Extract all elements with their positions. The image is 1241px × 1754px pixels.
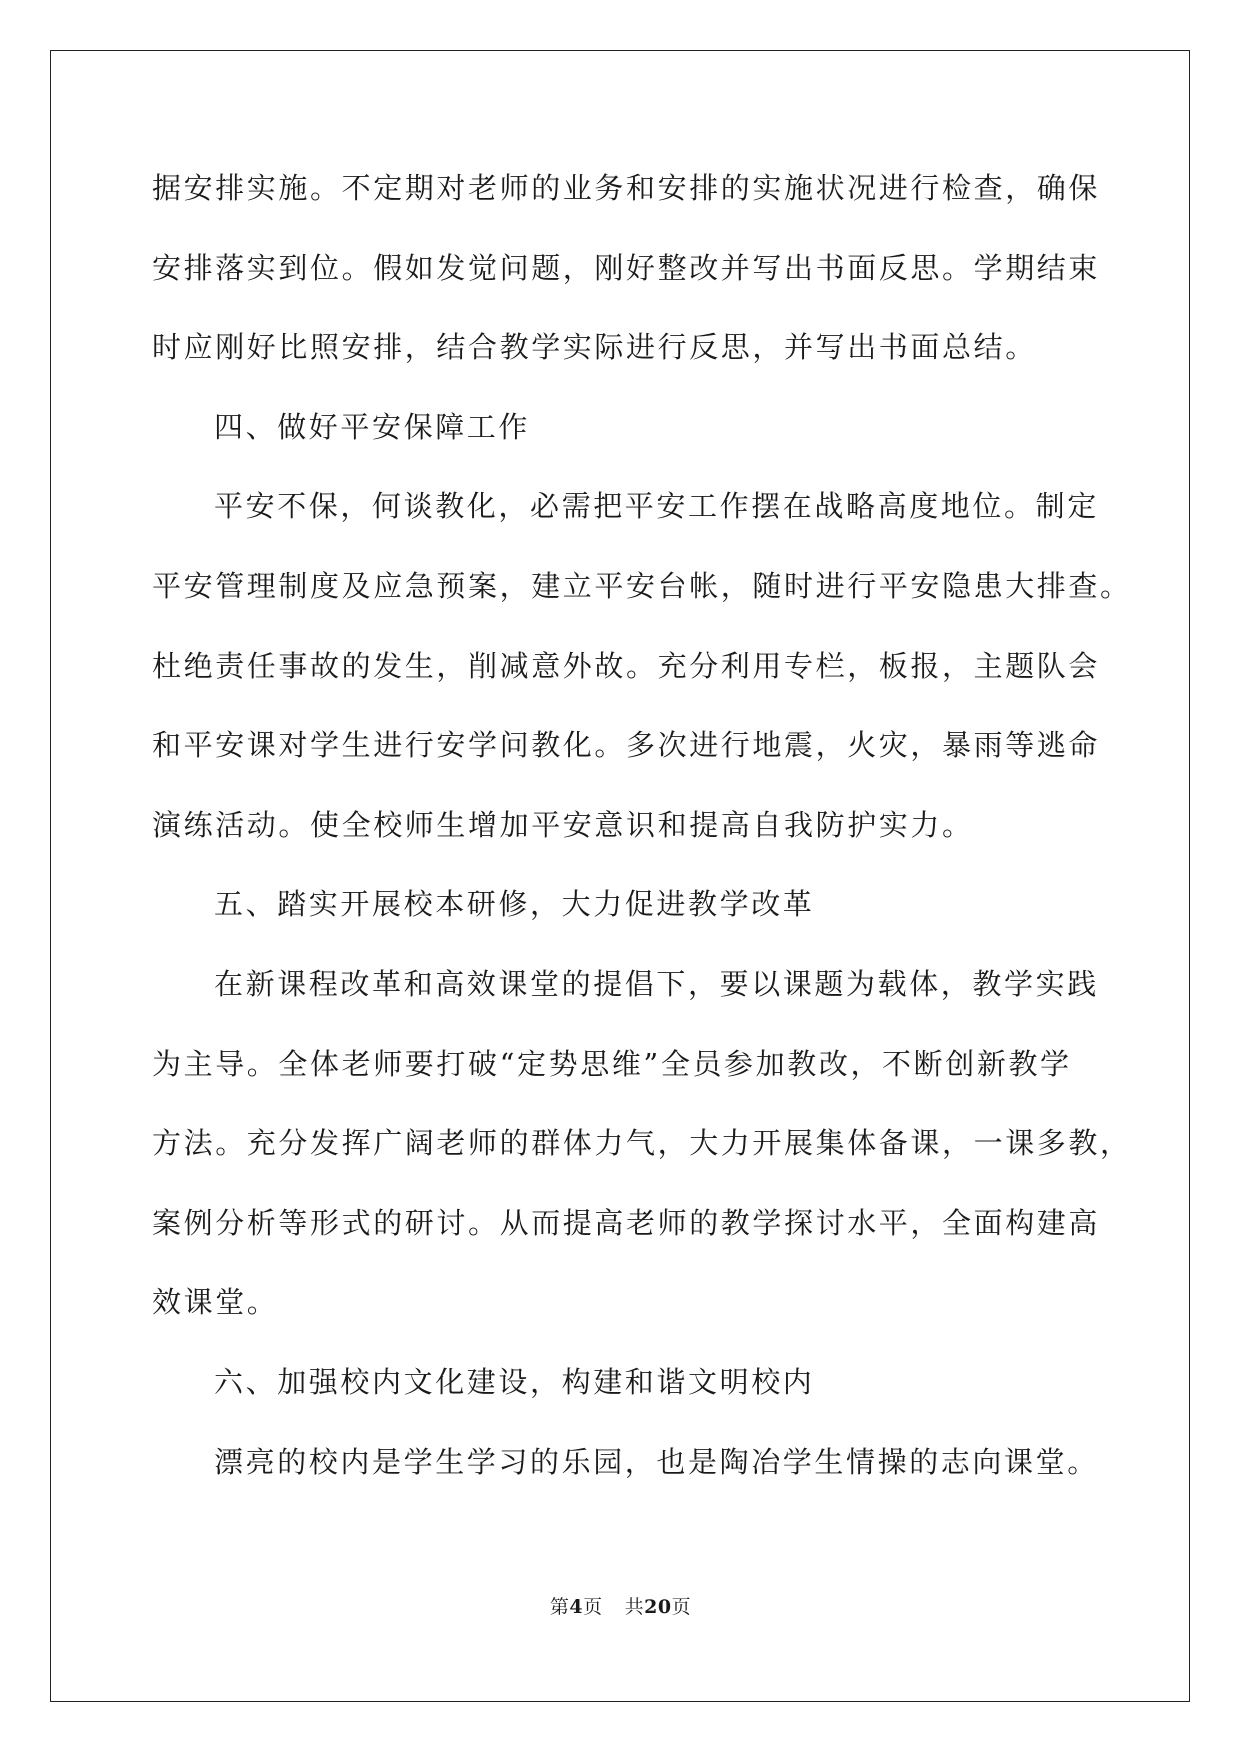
body-line: 在新课程改革和高效课堂的提倡下，要以课题为载体，教学实践: [214, 966, 1099, 1001]
total-suffix: 页: [671, 1596, 692, 1618]
body-line: 方法。充分发挥广阔老师的群体力气，大力开展集体备课，一课多教，: [152, 1126, 1132, 1161]
body-line: 杜绝责任事故的发生，削减意外故。充分利用专栏，板报，主题队会: [152, 648, 1101, 683]
body-line: 平安不保，何谈教化，必需把平安工作摆在战略高度地位。制定: [214, 489, 1099, 524]
body-line: 平安管理制度及应急预案，建立平安台帐，随时进行平安隐患大排查。: [152, 568, 1132, 603]
body-line: 效课堂。: [152, 1285, 279, 1320]
page-prefix: 第: [549, 1596, 570, 1618]
section-heading: 五、踏实开展校本研修，大力促进教学改革: [214, 887, 815, 922]
page-footer: [0, 1592, 1241, 1619]
page-suffix: 页: [583, 1596, 603, 1618]
page-number: 4: [569, 1596, 584, 1618]
body-line: 漂亮的校内是学生学习的乐园，也是陶冶学生情操的志向课堂。: [214, 1444, 1099, 1479]
body-line: 时应刚好比照安排，结合教学实际进行反思，并写出书面总结。: [152, 330, 1037, 365]
body-line: 安排落实到位。假如发觉问题，刚好整改并写出书面反思。学期结束: [152, 250, 1101, 285]
body-line: 和平安课对学生进行安学问教化。多次进行地震，火灾，暴雨等逃命: [152, 728, 1101, 763]
total-prefix: 共: [624, 1596, 645, 1618]
section-heading: 六、加强校内文化建设，构建和谐文明校内: [214, 1364, 815, 1399]
body-line: 据安排实施。不定期对老师的业务和安排的实施状况进行检查，确保: [152, 171, 1101, 205]
section-heading: 四、做好平安保障工作: [214, 409, 531, 444]
document-body: [152, 160, 1132, 1513]
body-line: 为主导。全体老师要打破“定势思维”全员参加教改，不断创新教学: [152, 1046, 1072, 1081]
body-line: 案例分析等形式的研讨。从而提高老师的教学探讨水平，全面构建高: [152, 1205, 1101, 1240]
total-pages: 20: [644, 1596, 672, 1618]
body-line: 演练活动。使全校师生增加平安意识和提高自我防护实力。: [152, 807, 974, 842]
